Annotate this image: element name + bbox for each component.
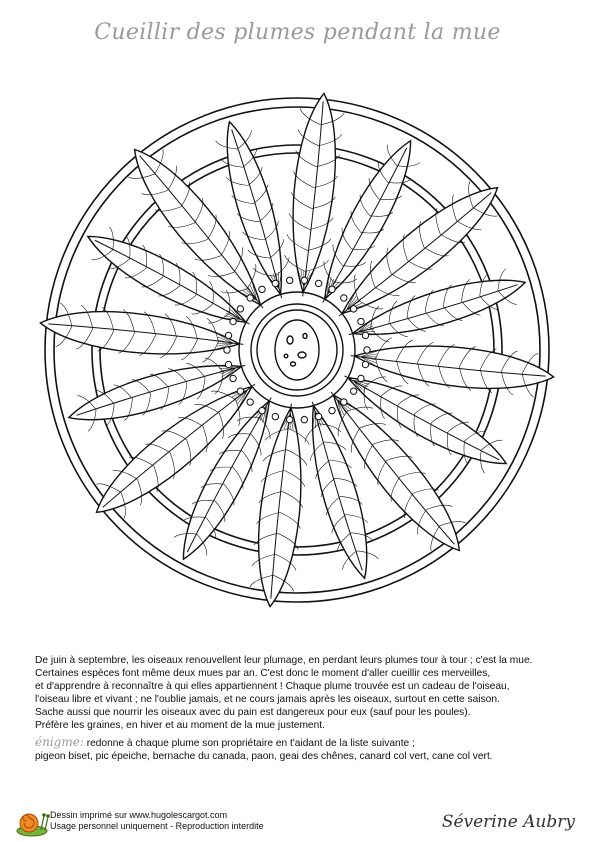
decor-dot — [286, 277, 292, 283]
decor-dot — [362, 332, 368, 338]
riddle-text: redonne à chaque plume son propriétaire en t'aidant de la liste suivante ; — [83, 738, 415, 749]
page-title: Cueillir des plumes pendant la mue — [94, 20, 501, 45]
feather-mandala-illustration — [0, 60, 595, 640]
decor-dot — [341, 399, 347, 405]
decor-dot — [362, 361, 368, 367]
decor-dot — [329, 286, 335, 292]
decor-dot — [329, 407, 335, 413]
decor-dot — [350, 388, 356, 394]
paragraph-line: De juin à septembre, les oiseaux renouvellent leur plumage, en perdant leurs plumes tour à tour ; c'est la mue. — [35, 655, 533, 666]
decor-dot — [224, 347, 230, 353]
footer — [14, 804, 581, 840]
riddle-label: énigme: — [35, 735, 84, 749]
riddle-list: pigeon biset, pic épeiche, bernache du canada, paon, geai des chênes, canard col vert, cane col vert. — [35, 750, 493, 762]
decor-dot — [247, 295, 253, 301]
paragraph-line: Sache aussi que nourrir les oiseaux avec du pain est dangereux pour eux (sauf pour les poules). — [35, 706, 471, 718]
decor-dot — [230, 375, 236, 381]
decor-dot — [259, 407, 265, 413]
decor-dot — [272, 280, 278, 286]
decor-dot — [247, 399, 253, 405]
decor-dot — [350, 306, 356, 312]
footer-website-line: Dessin imprimé sur www.hugolescargot.com — [50, 810, 228, 820]
decor-dot — [286, 416, 292, 422]
decor-dot — [272, 413, 278, 419]
paragraph-line: l'oiseau libre et vivant ; ne l'oublie jamais, et ne cours jamais après les oiseaux, surtout en cette saison. — [35, 693, 500, 705]
decor-dot — [301, 416, 307, 422]
decor-dot — [230, 318, 236, 324]
decor-dot — [225, 332, 231, 338]
decor-dot — [237, 306, 243, 312]
decor-dot — [315, 280, 321, 286]
decor-dot — [315, 413, 321, 419]
riddle-block — [35, 736, 565, 764]
decor-dot — [301, 277, 307, 283]
decor-dot — [237, 388, 243, 394]
decor-dot — [358, 318, 364, 324]
decor-dot — [341, 295, 347, 301]
decor-dot — [358, 375, 364, 381]
decor-dot — [225, 361, 231, 367]
riddle-line — [35, 736, 565, 751]
snail-icon — [14, 804, 50, 838]
footer-text — [50, 810, 264, 832]
decor-dot — [364, 347, 370, 353]
footer-usage-line: Usage personnel uniquement - Reproduction interdite — [50, 821, 264, 831]
paragraph-line: Préfère les graines, en hiver et au moment de la mue justement. — [35, 719, 325, 731]
paragraph-line: Certaines espèces font même deux mues par an. C'est donc le moment d'aller cueillir ces merveilles, — [35, 667, 491, 679]
paragraph-line: et d'apprendre à reconnaître à qui elles appartiennent ! Chaque plume trouvée est un cadeau de l'oiseau, — [35, 680, 510, 692]
decor-dot — [259, 286, 265, 292]
author-signature: Séverine Aubry — [441, 812, 575, 832]
egg — [275, 320, 319, 380]
intro-paragraph — [35, 655, 565, 732]
